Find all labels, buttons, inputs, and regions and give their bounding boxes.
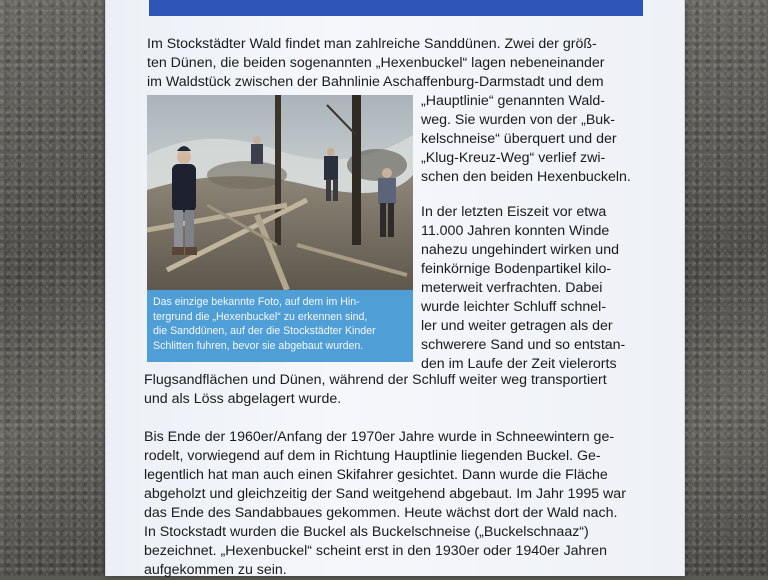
text-line: weg. Sie wurden von der „Buk- [421,112,615,128]
text-line: kelschneise“ überquert und der [421,131,617,147]
text-line: In Stockstadt wurden die Buckel als Buckelschneise („Buckelschnaaz“) [144,524,589,540]
caption-line: Schlitten fuhren, bevor sie abgebaut wurden. [153,339,364,352]
text-line: das Ende des Sandabbaues gekommen. Heute wächst dort der Wald nach. [144,505,618,521]
info-sign-panel [105,0,685,576]
text-line: schwerere Sand und so entstan- [421,337,626,353]
text-line: schen den beiden Hexenbuckeln. [421,169,631,185]
text-line: Im Stockstädter Wald findet man zahlreiche Sanddünen. Zwei der größ- [147,36,597,52]
caption-line: tergrund die „Hexenbuckel“ zu erkennen sind, [153,310,368,323]
text-line: und als Löss abgelagert wurde. [144,391,342,407]
text-line: im Waldstück zwischen der Bahnlinie Aschaffenburg-Darmstadt und dem [147,74,604,90]
text-line: Flugsandflächen und Dünen, während der Schluff weiter weg transportiert [144,372,607,388]
text-line: aufgekommen zu sein. [144,562,287,578]
text-line: In der letzten Eiszeit vor etwa [421,204,607,220]
text-line: ten Dünen, die beiden sogenannten „Hexenbuckel“ lagen nebeneinander [147,55,605,71]
right-column-paragraph-2 [421,203,643,374]
text-line: abgeholzt und gleichzeitig der Sand weitgehend abgebaut. Im Jahr 1995 war [144,486,626,502]
text-line: 11.000 Jahren konnten Winde [421,223,610,239]
text-line: „Hauptlinie“ genannten Wald- [421,93,606,109]
text-line: wurde leichter Schluff schnel- [421,299,607,315]
text-line: meterweit verfrachten. Dabei [421,280,603,296]
full-width-paragraph-1 [144,371,644,409]
text-line: Bis Ende der 1960er/Anfang der 1970er Jahre wurde in Schneewintern ge- [144,429,615,445]
text-line: rodelt, vorwiegend auf dem in Richtung Hauptlinie liegenden Buckel. Ge- [144,448,601,464]
text-line: bezeichnet. „Hexenbuckel“ scheint erst in den 1930er oder 1940er Jahren [144,543,607,559]
full-width-paragraph-2 [144,428,644,580]
text-line: den im Laufe der Zeit vielerorts [421,356,617,372]
text-line: nahezu ungehindert wirken und [421,242,619,258]
stone-wall-right [678,0,768,576]
caption-line: Das einzige bekannte Foto, auf dem im Hin- [153,296,360,308]
photo-caption [147,290,413,362]
sign-header-bar [149,0,643,16]
text-line: ler und weiter getragen als der [421,318,613,334]
intro-paragraph [147,35,643,92]
text-line: „Klug-Kreuz-Weg“ verlief zwi- [421,150,606,166]
caption-line: die Sanddünen, auf der die Stockstädter Kinder [153,325,376,337]
photo-illustration [147,95,413,290]
text-line: legentlich hat man auch einen Skifahrer gesichtet. Dann wurde die Fläche [144,467,608,483]
right-column-paragraph-1 [421,92,643,187]
historic-photo [147,95,413,290]
text-line: feinkörnige Bodenpartikel kilo- [421,261,612,277]
historic-photo-block [147,95,413,367]
stone-wall-left [0,0,112,576]
